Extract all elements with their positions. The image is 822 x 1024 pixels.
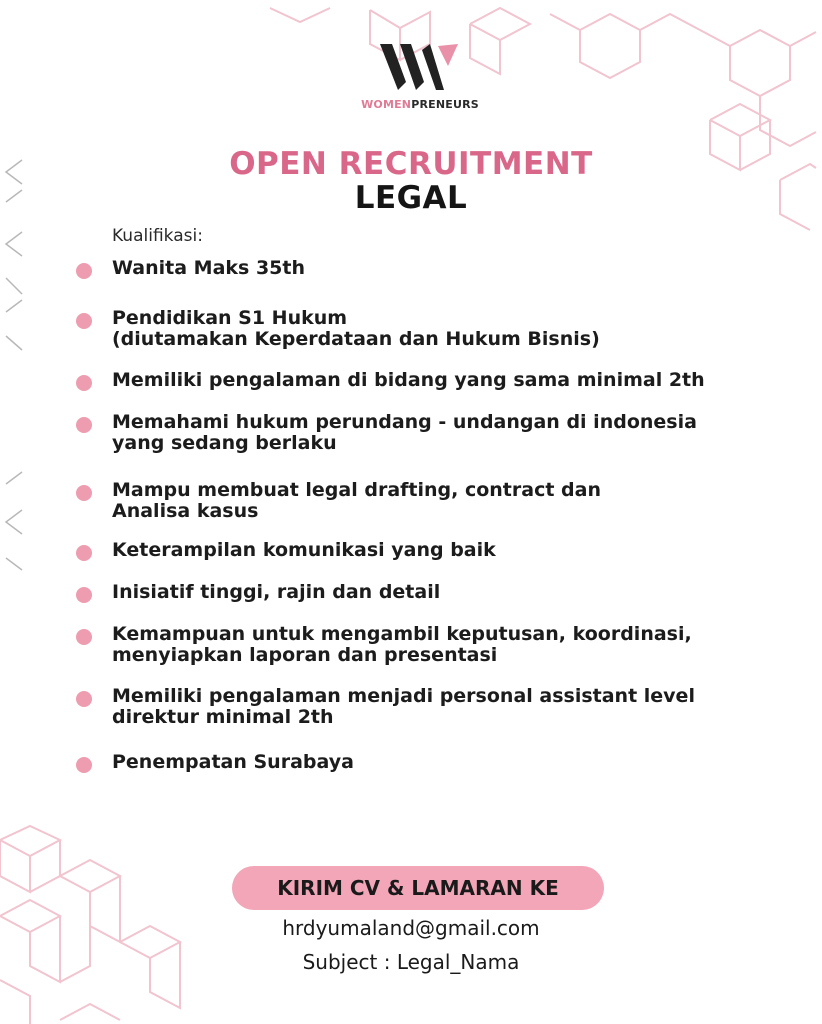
send-cv-banner: KIRIM CV & LAMARAN KE [232,866,604,910]
bullet-icon [76,691,92,707]
list-item-text: Wanita Maks 35th [112,257,305,279]
bullet-icon [76,263,92,279]
bullet-icon [76,417,92,433]
list-item-text: Memahami hukum perundang - undangan di indonesia yang sedang berlaku [112,411,697,454]
bullet-icon [76,375,92,391]
bullet-icon [76,313,92,329]
qualifications-label: Kualifikasi: [112,226,203,246]
brand-name-part1: WOMEN [361,98,412,111]
bullet-icon [76,757,92,773]
email-subject: Subject : Legal_Nama [302,950,520,974]
brand-logo [340,40,500,111]
list-item-text: Inisiatif tinggi, rajin dan detail [112,581,441,603]
decorative-chevrons-left [0,150,40,590]
list-item-text: Penempatan Surabaya [112,751,354,773]
bullet-icon [76,629,92,645]
bullet-icon [76,587,92,603]
brand-name-part2: PRENEURS [411,98,479,111]
list-item-text: Kemampuan untuk mengambil keputusan, koordinasi, menyiapkan laporan dan presentasi [112,623,692,666]
bullet-icon [76,485,92,501]
contact-email[interactable]: hrdyumaland@gmail.com [282,916,540,940]
list-item-text: Mampu membuat legal drafting, contract dan Analisa kasus [112,479,601,522]
brand-name [340,98,500,111]
list-item-text: Pendidikan S1 Hukum (diutamakan Keperdataan dan Hukum Bisnis) [112,307,600,350]
page-title: OPEN RECRUITMENT [229,146,593,182]
list-item-text: Memiliki pengalaman di bidang yang sama minimal 2th [112,369,705,391]
bullet-icon [76,545,92,561]
list-item-text: Keterampilan komunikasi yang baik [112,539,496,561]
w-monogram-logo-icon [378,40,462,94]
page-subtitle: LEGAL [354,180,468,216]
list-item-text: Memiliki pengalaman menjadi personal assistant level direktur minimal 2th [112,685,695,728]
